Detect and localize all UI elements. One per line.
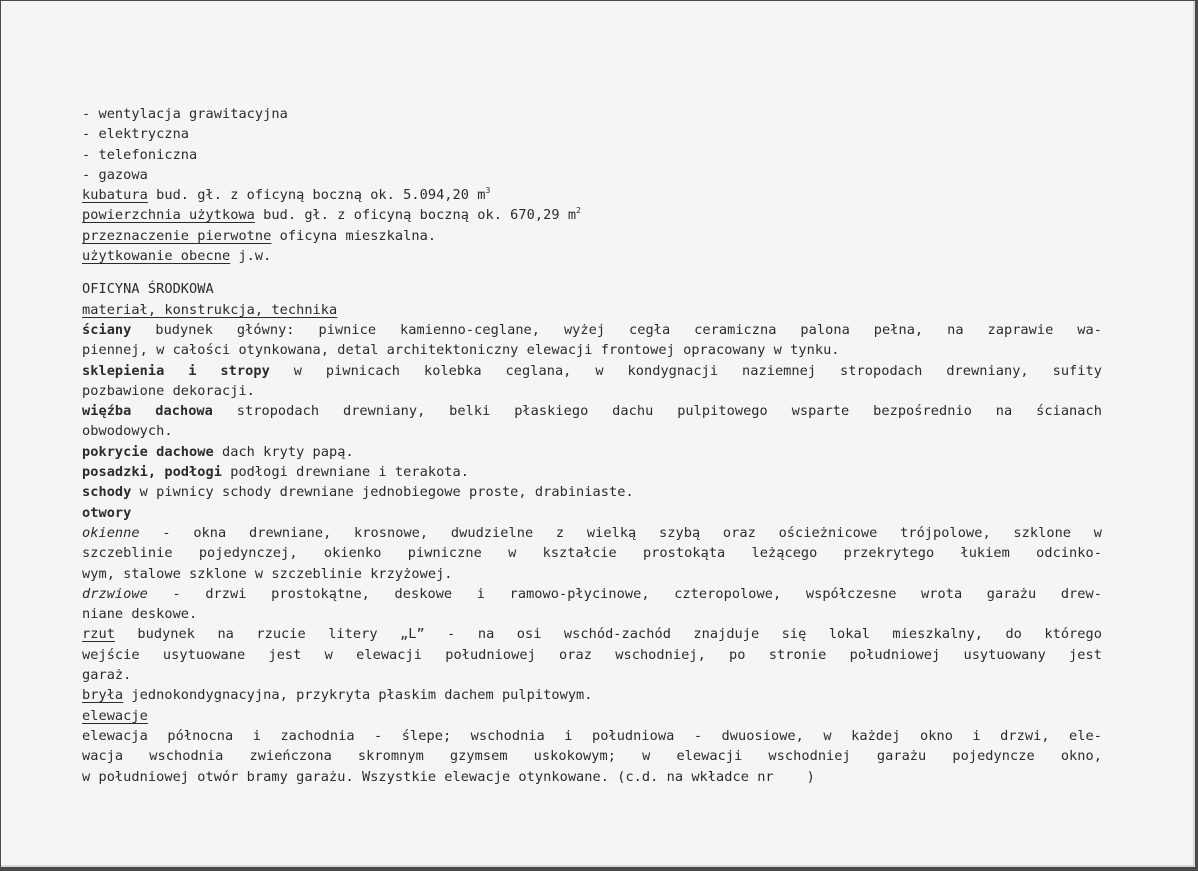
kubatura-line xyxy=(82,185,1102,205)
sciany-label: ściany xyxy=(82,321,132,338)
pokrycie-label: pokrycie dachowe xyxy=(82,443,214,460)
otwory-label: otwory xyxy=(82,504,132,521)
drzwiowe-label: drzwiowe xyxy=(82,585,148,602)
schody-label: schody xyxy=(82,484,132,501)
pokrycie-line xyxy=(82,442,1102,462)
kubatura-unit-exponent: 3 xyxy=(485,186,491,196)
sklepienia-line-2: pozbawione dekoracji. xyxy=(82,382,255,399)
powierzchnia-unit-exponent: 2 xyxy=(576,206,581,216)
pokrycie-text: dach kryty papą. xyxy=(213,443,354,460)
elewacje-line-1: elewacja północna i zachodnia - ślepe; wschodnia i południowa - dwuosiowe, w każdej okno i drzwi, ele- xyxy=(82,727,1102,744)
material-heading: materiał, konstrukcja, technika xyxy=(82,301,338,318)
installation-item: - telefoniczna xyxy=(82,146,198,163)
bryla-text: jednokondygnacyjna, przykryta płaskim dachem pulpitowym. xyxy=(123,687,593,704)
elewacje-line-2: wacja wschodnia zwieńczona skromnym gzymsem uskokowym; w elewacji wschodniej garażu pojedyncze okno, xyxy=(82,748,1102,765)
installation-item: - gazowa xyxy=(82,166,148,183)
elewacje-heading-line xyxy=(82,706,1102,726)
elewacje-label: elewacje xyxy=(82,707,148,724)
rzut-label: rzut xyxy=(82,626,115,643)
okienne-line-3: wym, stalowe szklone w szczeblinie krzyżowej. xyxy=(82,565,453,582)
rzut-text-1: budynek na rzucie litery „L” - na osi wschód-zachód znajduje się lokal mieszkalny, do którego xyxy=(114,626,1102,643)
posadzki-label: posadzki, podłogi xyxy=(82,464,222,481)
elewacje-line-3: w południowej otwór bramy garażu. Wszystkie elewacje otynkowane. (c.d. na wkładce nr ) xyxy=(82,768,815,785)
uzytkowanie-value: j.w. xyxy=(230,248,272,265)
wiezba-line-2: obwodowych. xyxy=(82,423,173,440)
posadzki-line xyxy=(82,462,1102,482)
schody-line xyxy=(82,482,1102,502)
installation-item: - wentylacja grawitacyjna xyxy=(82,106,288,122)
installation-item: - elektryczna xyxy=(82,126,190,143)
spacer xyxy=(82,266,1102,279)
powierzchnia-label: powierzchnia użytkowa xyxy=(82,207,255,224)
wiezba-label: więźba dachowa xyxy=(82,403,213,420)
sklepienia-line-1 xyxy=(82,361,1102,381)
okienne-label: okienne xyxy=(82,524,140,541)
przeznaczenie-line xyxy=(82,226,1102,246)
bryla-line xyxy=(82,685,1102,705)
uzytkowanie-line xyxy=(82,246,1102,266)
catalog-card xyxy=(1,1,1195,867)
sklepienia-label: sklepienia i stropy xyxy=(82,362,270,379)
drzwiowe-text-1: - drzwi prostokątne, deskowe i ramowo-płycinowe, czteropolowe, współczesne wrota garażu drew- xyxy=(147,585,1102,602)
rzut-line-2: wejście usytuowane jest w elewacji południowej oraz wschodniej, po stronie południowej usytuowany jest xyxy=(82,646,1102,663)
otwory-line xyxy=(82,503,1102,523)
schody-text: w piwnicy schody drewniane jednobiegowe proste, drabiniaste. xyxy=(131,484,634,501)
okienne-line-1 xyxy=(82,523,1102,543)
wiezba-line-1 xyxy=(82,401,1102,421)
rzut-line-1 xyxy=(82,624,1102,644)
sklepienia-text-1: w piwnicach kolebka ceglana, w kondygnacji naziemnej stropodach drewniany, sufity xyxy=(269,362,1102,379)
kubatura-value: bud. gł. z oficyną boczną ok. 5.094,20 m xyxy=(147,187,486,204)
sciany-line-1 xyxy=(82,320,1102,340)
sciany-line-2: piennej, w całości otynkowana, detal architektoniczny elewacji frontowej opracowany w tynku. xyxy=(82,342,840,359)
sciany-text-1: budynek główny: piwnice kamienno-ceglane, wyżej cegła ceramiczna palona pełna, na zaprawie wa- xyxy=(131,321,1102,338)
material-heading-line xyxy=(82,300,1102,320)
wiezba-text-1: stropodach drewniany, belki płaskiego dachu pulpitowego wsparte bezpośrednio na ścianach xyxy=(212,403,1102,420)
section-title: OFICYNA ŚRODKOWA xyxy=(82,281,214,298)
powierzchnia-line xyxy=(82,205,1102,225)
drzwiowe-line-1 xyxy=(82,584,1102,604)
drzwiowe-line-2: niane deskowe. xyxy=(82,606,198,623)
rzut-line-3: garaż. xyxy=(82,667,132,684)
okienne-text-1: - okna drewniane, krosnowe, dwudzielne z wielką szybą oraz ościeżnicowe trójpolowe, szklone w xyxy=(139,524,1102,541)
przeznaczenie-value: oficyna mieszkalna. xyxy=(271,227,437,244)
bryla-label: bryła xyxy=(82,687,124,704)
powierzchnia-value: bud. gł. z oficyną boczną ok. 670,29 m xyxy=(254,207,577,224)
document-text xyxy=(82,104,1102,787)
uzytkowanie-label: użytkowanie obecne xyxy=(82,248,231,265)
kubatura-label: kubatura xyxy=(82,187,148,204)
przeznaczenie-label: przeznaczenie pierwotne xyxy=(82,227,272,244)
okienne-line-2: szczeblinie pojedynczej, okienko piwniczne w kształcie prostokąta leżącego przekrytego łukiem odcinko- xyxy=(82,545,1102,562)
posadzki-text: podłogi drewniane i terakota. xyxy=(221,464,470,481)
